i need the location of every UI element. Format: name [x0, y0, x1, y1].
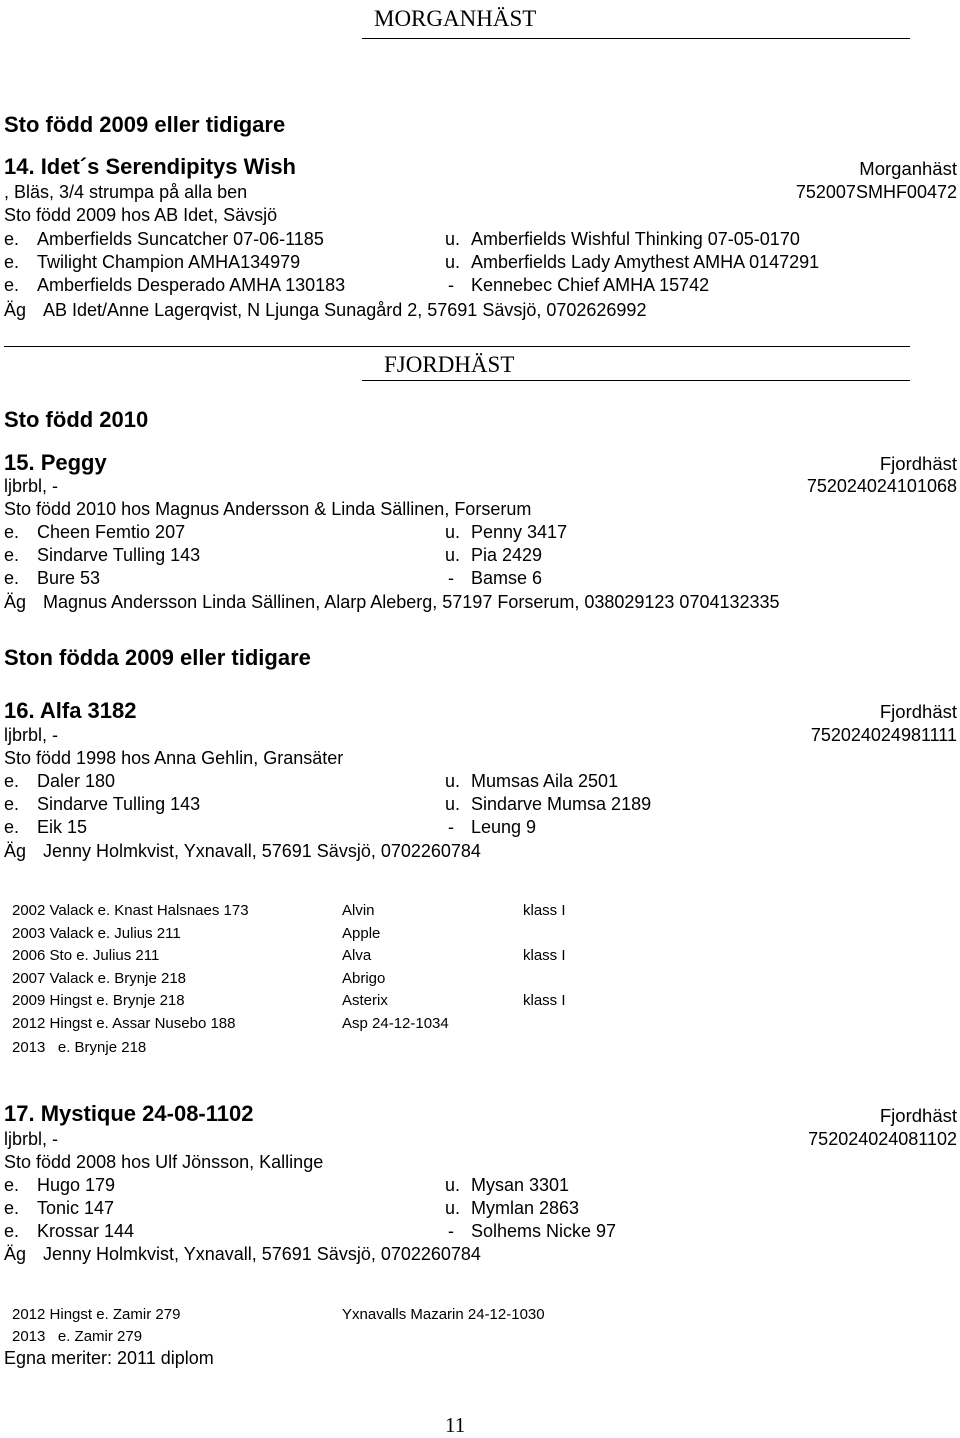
pedigree-prefix: e.	[4, 771, 20, 791]
registration-number: 752024024981111	[810, 725, 957, 745]
section-title: Sto född 2009 eller tidigare	[4, 112, 286, 137]
offspring-record: 2002 Valack e. Knast Halsnaes 173	[12, 902, 249, 919]
pedigree-prefix: e.	[4, 1198, 20, 1218]
horse-markings: , Bläs, 3/4 strumpa på alla ben	[4, 182, 248, 202]
pedigree-prefix: -	[448, 1221, 454, 1241]
horse-markings: ljbrbl, -	[4, 725, 59, 745]
horse-markings: ljbrbl, -	[4, 1129, 59, 1149]
pedigree-prefix: e.	[4, 568, 20, 588]
horse-name: 17. Mystique 24-08-1102	[4, 1101, 254, 1126]
breed-header: MORGANHÄST	[374, 6, 537, 31]
owner-prefix: Äg	[4, 1244, 27, 1264]
pedigree-dam: Mysan 3301	[471, 1175, 570, 1195]
birth-info: Sto född 1998 hos Anna Gehlin, Gransäter	[4, 748, 344, 768]
registration-number: 752024024101068	[806, 476, 957, 496]
pedigree-dam: Leung 9	[471, 817, 537, 837]
pedigree-dam: Kennebec Chief AMHA 15742	[471, 275, 710, 295]
pedigree-prefix: e.	[4, 252, 20, 272]
pedigree-prefix: u.	[445, 771, 461, 791]
pedigree-dam: Penny 3417	[471, 522, 568, 542]
birth-info: Sto född 2009 hos AB Idet, Sävsjö	[4, 205, 278, 225]
pedigree-sire: Sindarve Tulling 143	[37, 794, 201, 814]
offspring-record: 2007 Valack e. Brynje 218	[12, 970, 187, 987]
offspring-name: Alva	[342, 947, 372, 964]
breed-label: Fjordhäst	[879, 1105, 957, 1126]
owner-prefix: Äg	[4, 841, 27, 861]
owner-info: Jenny Holmkvist, Yxnavall, 57691 Sävsjö, 0702260784	[43, 1244, 481, 1264]
pedigree-dam: Amberfields Lady Amythest AMHA 0147291	[471, 252, 820, 272]
offspring-name: Abrigo	[342, 970, 386, 987]
pedigree-dam: Mymlan 2863	[471, 1198, 580, 1218]
pedigree-prefix: e.	[4, 275, 20, 295]
page-number: 11	[445, 1413, 466, 1437]
registration-number: 752007SMHF00472	[795, 182, 957, 202]
pedigree-sire: Cheen Femtio 207	[37, 522, 186, 542]
offspring-class: klass I	[523, 902, 566, 919]
pedigree-sire: Hugo 179	[37, 1175, 116, 1195]
pedigree-sire: Tonic 147	[37, 1198, 115, 1218]
pedigree-prefix: u.	[445, 1175, 461, 1195]
offspring-name: Apple	[342, 925, 381, 942]
offspring-name: Alvin	[342, 902, 375, 919]
offspring-record: 2012 Hingst e. Zamir 279	[12, 1306, 181, 1323]
pedigree-prefix: -	[448, 817, 454, 837]
offspring-name: Asp 24-12-1034	[342, 1015, 449, 1032]
horse-name: 15. Peggy	[4, 450, 107, 475]
own-merits: Egna meriter: 2011 diplom	[4, 1348, 214, 1368]
offspring-record: 2006 Sto e. Julius 211	[12, 947, 160, 964]
section-title: Sto född 2010	[4, 407, 149, 432]
pedigree-prefix: u.	[445, 229, 461, 249]
owner-prefix: Äg	[4, 300, 27, 320]
horse-name: 14. Idet´s Serendipitys Wish	[4, 154, 296, 179]
registration-number: 752024024081102	[808, 1129, 957, 1149]
offspring-class: klass I	[523, 947, 566, 964]
pedigree-sire: Daler 180	[37, 771, 116, 791]
pedigree-dam: Pia 2429	[471, 545, 543, 565]
offspring-record: 2009 Hingst e. Brynje 218	[12, 992, 185, 1009]
owner-prefix: Äg	[4, 592, 27, 612]
horse-markings: ljbrbl, -	[4, 476, 59, 496]
pedigree-prefix: u.	[445, 1198, 461, 1218]
offspring-class: klass I	[523, 992, 566, 1009]
pedigree-sire: Bure 53	[37, 568, 101, 588]
pedigree-prefix: -	[448, 568, 454, 588]
header-rule	[362, 38, 910, 39]
pedigree-sire: Eik 15	[37, 817, 88, 837]
offspring-name: Yxnavalls Mazarin 24-12-1030	[342, 1306, 545, 1323]
pedigree-dam: Sindarve Mumsa 2189	[471, 794, 652, 814]
pedigree-prefix: u.	[445, 252, 461, 272]
pedigree-prefix: -	[448, 275, 454, 295]
pedigree-sire: Amberfields Suncatcher 07-06-1185	[37, 229, 324, 249]
horse-name: 16. Alfa 3182	[4, 698, 137, 723]
pedigree-dam: Solhems Nicke 97	[471, 1221, 617, 1241]
offspring-record: 2003 Valack e. Julius 211	[12, 925, 181, 942]
pedigree-prefix: u.	[445, 522, 461, 542]
pedigree-prefix: e.	[4, 1221, 20, 1241]
breed-label: Fjordhäst	[879, 701, 957, 722]
pedigree-sire: Amberfields Desperado AMHA 130183	[37, 275, 346, 295]
pedigree-prefix: e.	[4, 1175, 20, 1195]
header-rule	[362, 380, 910, 381]
pedigree-sire: Krossar 144	[37, 1221, 135, 1241]
breed-label: Fjordhäst	[879, 453, 957, 474]
pedigree-prefix: e.	[4, 794, 20, 814]
pedigree-prefix: e.	[4, 522, 20, 542]
pedigree-prefix: u.	[445, 794, 461, 814]
breed-label: Morganhäst	[859, 158, 957, 179]
breed-header: FJORDHÄST	[384, 352, 515, 377]
pedigree-dam: Mumsas Aila 2501	[471, 771, 619, 791]
pedigree-prefix: e.	[4, 817, 20, 837]
pedigree-prefix: e.	[4, 229, 20, 249]
birth-info: Sto född 2010 hos Magnus Andersson & Linda Sällinen, Forserum	[4, 499, 532, 519]
owner-info: Jenny Holmkvist, Yxnavall, 57691 Sävsjö, 0702260784	[43, 841, 481, 861]
pedigree-prefix: u.	[445, 545, 461, 565]
pedigree-sire: Twilight Champion AMHA134979	[37, 252, 301, 272]
offspring-record: 2012 Hingst e. Assar Nusebo 188	[12, 1015, 236, 1032]
offspring-record: 2013 e. Zamir 279	[12, 1328, 143, 1345]
offspring-name: Asterix	[342, 992, 388, 1009]
offspring-record: 2013 e. Brynje 218	[12, 1039, 147, 1056]
pedigree-dam: Bamse 6	[471, 568, 543, 588]
pedigree-sire: Sindarve Tulling 143	[37, 545, 201, 565]
owner-info: AB Idet/Anne Lagerqvist, N Ljunga Sunagård 2, 57691 Sävsjö, 0702626992	[43, 300, 647, 320]
pedigree-dam: Amberfields Wishful Thinking 07-05-0170	[471, 229, 800, 249]
owner-info: Magnus Andersson Linda Sällinen, Alarp Aleberg, 57197 Forserum, 038029123 0704132335	[43, 592, 780, 612]
pedigree-prefix: e.	[4, 545, 20, 565]
birth-info: Sto född 2008 hos Ulf Jönsson, Kallinge	[4, 1152, 324, 1172]
header-rule	[4, 346, 910, 347]
section-title: Ston födda 2009 eller tidigare	[4, 645, 311, 670]
